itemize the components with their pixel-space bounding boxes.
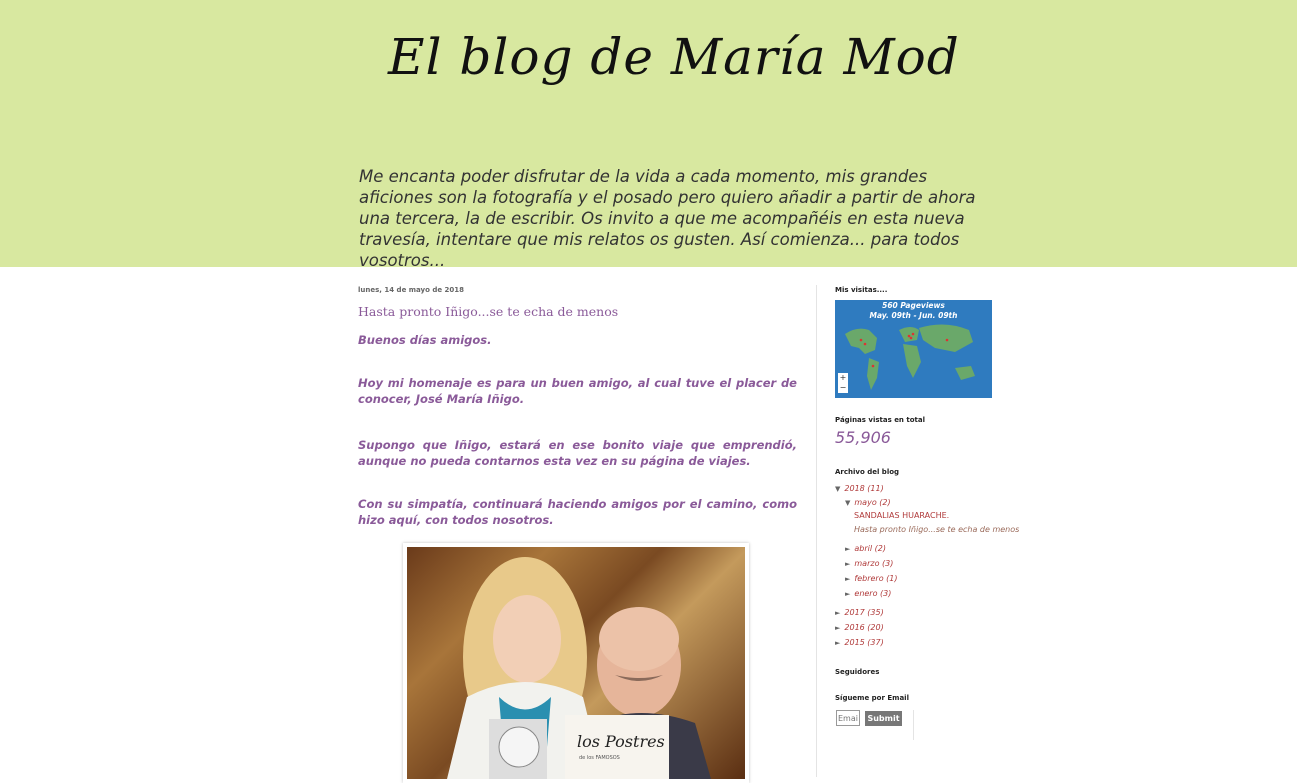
post-date: lunes, 14 de mayo de 2018 bbox=[358, 286, 465, 294]
post-paragraph: Buenos días amigos. bbox=[358, 333, 492, 347]
collapsed-icon[interactable]: ► bbox=[845, 545, 851, 553]
submit-button[interactable]: Submit bbox=[865, 711, 902, 726]
photo-book-title: los Postres bbox=[577, 732, 665, 751]
blog-description: Me encanta poder disfrutar de la vida a cada momento, mis grandes aficiones son la fotografía y el posado pero quiero añadir a partir de ahora una tercera, la de escribir. Os invito a que me acompañéis en esta nueva travesía, intentare que mis relatos os gusten. Así comienza... para todos vosotros... bbox=[359, 167, 976, 270]
post-paragraph: Hoy mi homenaje es para un buen amigo, al cual tuve el placer de conocer, José María Iñigo. bbox=[358, 376, 797, 406]
followers-title: Seguidores bbox=[835, 668, 880, 676]
archive-label: 2016 bbox=[844, 623, 865, 632]
blog-title[interactable]: El blog de María Mod bbox=[388, 28, 960, 86]
email-field[interactable] bbox=[836, 710, 860, 726]
archive-count: (37) bbox=[867, 638, 884, 647]
archive-count: (1) bbox=[886, 574, 898, 583]
archive-month-mayo[interactable] bbox=[845, 498, 891, 507]
post-paragraph: Con su simpatía, continuará haciendo amigos por el camino, como hizo aquí, con todos nosotros. bbox=[358, 497, 797, 527]
archive-month-febrero[interactable] bbox=[845, 574, 898, 583]
map-zoom-controls bbox=[838, 373, 848, 393]
total-views-value: 55,906 bbox=[835, 428, 891, 447]
zoom-out-icon[interactable]: − bbox=[839, 383, 847, 392]
collapsed-icon[interactable]: ► bbox=[835, 639, 841, 647]
archive-count: (3) bbox=[880, 589, 892, 598]
archive-count: (11) bbox=[867, 484, 884, 493]
expanded-icon[interactable]: ▼ bbox=[845, 499, 851, 507]
post-paragraph: Supongo que Iñigo, estará en ese bonito viaje que emprendió, aunque no pueda contarnos esta vez en su página de viajes. bbox=[358, 438, 797, 468]
total-views-title: Páginas vistas en total bbox=[835, 416, 925, 424]
archive-year-2016[interactable] bbox=[835, 623, 884, 632]
collapsed-icon[interactable]: ► bbox=[835, 609, 841, 617]
post-title[interactable]: Hasta pronto Iñigo...se te echa de menos bbox=[358, 304, 619, 319]
archive-count: (3) bbox=[882, 559, 894, 568]
map-pageviews: 560 Pageviews bbox=[882, 301, 945, 310]
archive-count: (20) bbox=[867, 623, 884, 632]
archive-label: marzo bbox=[854, 559, 880, 568]
archive-month-enero[interactable] bbox=[845, 589, 891, 598]
archive-label: 2015 bbox=[844, 638, 865, 647]
column-divider bbox=[816, 285, 817, 777]
archive-label: 2018 bbox=[844, 484, 865, 493]
visits-widget-title: Mis visitas.... bbox=[835, 286, 888, 294]
archive-year-2015[interactable] bbox=[835, 638, 884, 647]
archive-count: (2) bbox=[874, 544, 886, 553]
archive-count: (35) bbox=[867, 608, 884, 617]
collapsed-icon[interactable]: ► bbox=[845, 560, 851, 568]
email-follow-title: Sígueme por Email bbox=[835, 694, 909, 702]
archive-month-marzo[interactable] bbox=[845, 559, 893, 568]
world-map-graphic bbox=[835, 300, 992, 398]
collapsed-icon[interactable]: ► bbox=[845, 575, 851, 583]
archive-label: enero bbox=[854, 589, 878, 598]
photo-image bbox=[407, 547, 745, 779]
blog-header bbox=[0, 0, 1297, 270]
archive-label: abril bbox=[854, 544, 873, 553]
map-date-range: May. 09th - Jun. 09th bbox=[869, 311, 958, 320]
expanded-icon[interactable]: ▼ bbox=[835, 485, 841, 493]
archive-label: febrero bbox=[854, 574, 884, 583]
email-follow-form bbox=[835, 710, 914, 740]
post-photo[interactable] bbox=[403, 543, 749, 783]
archive-post-link[interactable]: Hasta pronto Iñigo...se te echa de menos bbox=[854, 525, 1020, 534]
archive-count: (2) bbox=[879, 498, 891, 507]
archive-year-2017[interactable] bbox=[835, 608, 884, 617]
collapsed-icon[interactable]: ► bbox=[835, 624, 841, 632]
archive-year-2018[interactable] bbox=[835, 484, 884, 493]
archive-post-link[interactable]: SANDALIAS HUARACHE. bbox=[854, 511, 950, 520]
collapsed-icon[interactable]: ► bbox=[845, 590, 851, 598]
archive-label: 2017 bbox=[844, 608, 865, 617]
archive-label: mayo bbox=[854, 498, 877, 507]
visitor-map[interactable] bbox=[835, 300, 992, 398]
archive-month-abril[interactable] bbox=[845, 544, 886, 553]
photo-book-subtitle: de los FAMOSOS bbox=[579, 755, 620, 761]
photo-illustration bbox=[407, 547, 745, 779]
zoom-in-icon[interactable]: + bbox=[839, 373, 847, 382]
archive-title: Archivo del blog bbox=[835, 468, 900, 476]
